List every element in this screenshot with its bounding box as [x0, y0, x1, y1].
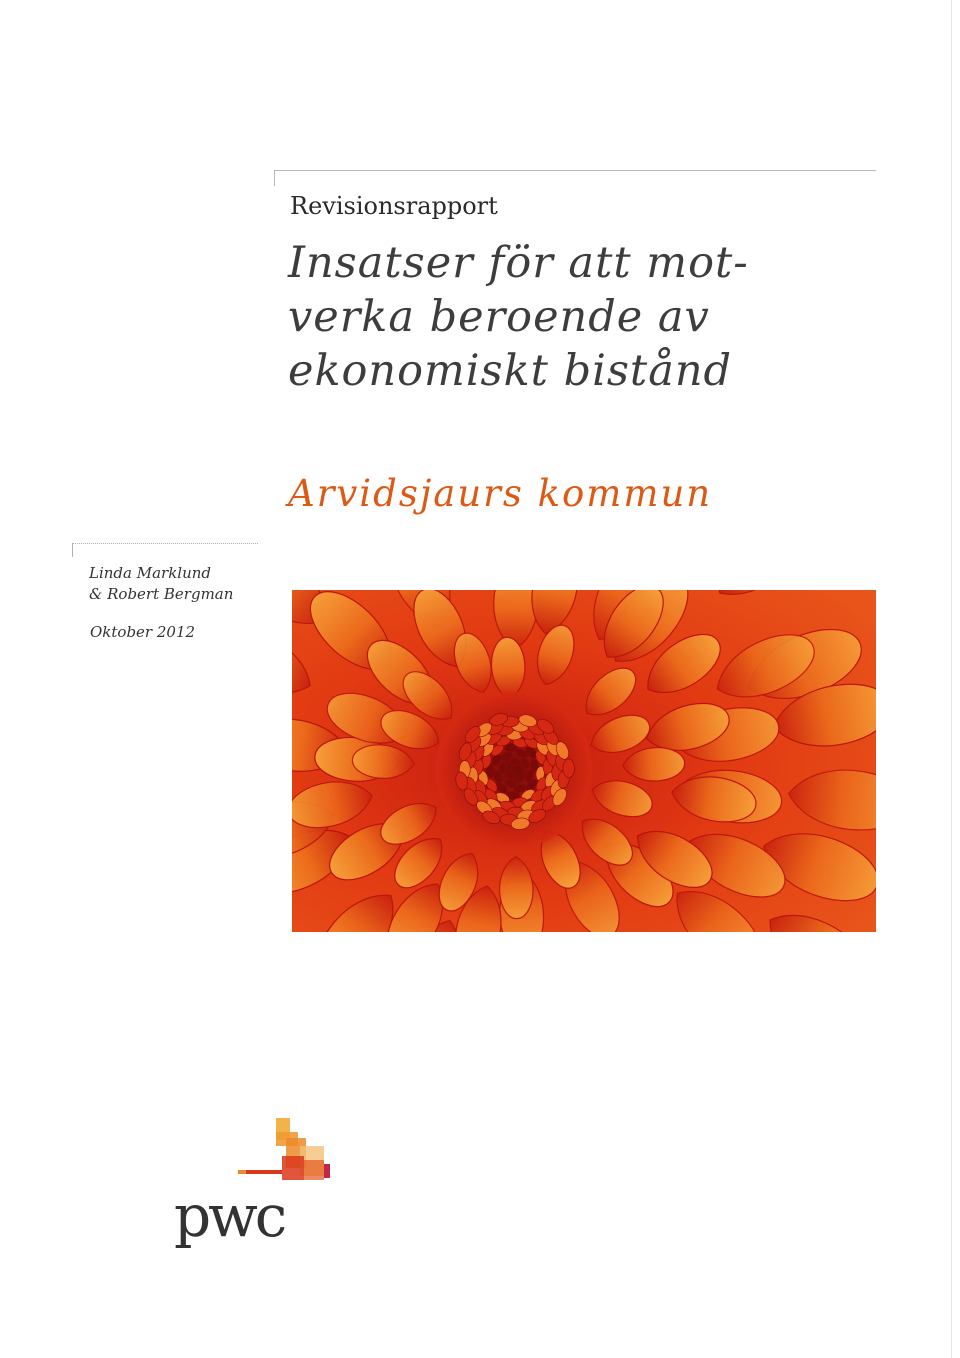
- header-rule: [274, 170, 876, 171]
- pwc-logo-wordmark: pwc: [174, 1182, 285, 1250]
- authors: [89, 563, 233, 605]
- author-line-2: & Robert Bergman: [89, 585, 234, 603]
- page-edge-line: [951, 0, 952, 1358]
- report-date: Oktober 2012: [90, 623, 196, 641]
- header-rule-tick: [274, 170, 275, 186]
- report-title: [288, 236, 868, 398]
- sidebar-rule-tick: [72, 543, 73, 557]
- pwc-logo-mark: [238, 1118, 338, 1184]
- sidebar-rule: [72, 543, 258, 544]
- author-line-1: Linda Marklund: [89, 564, 212, 582]
- report-title-line-1: Insatser för att mot-: [288, 238, 749, 288]
- report-title-line-2: verka beroende av: [288, 292, 710, 342]
- flower-floret: [563, 759, 575, 778]
- cover-flower-image: [292, 590, 876, 932]
- municipality-name: Arvidsjaurs kommun: [288, 472, 713, 515]
- report-type: Revisionsrapport: [290, 192, 498, 220]
- report-title-line-3: ekonomiskt bistånd: [288, 346, 733, 396]
